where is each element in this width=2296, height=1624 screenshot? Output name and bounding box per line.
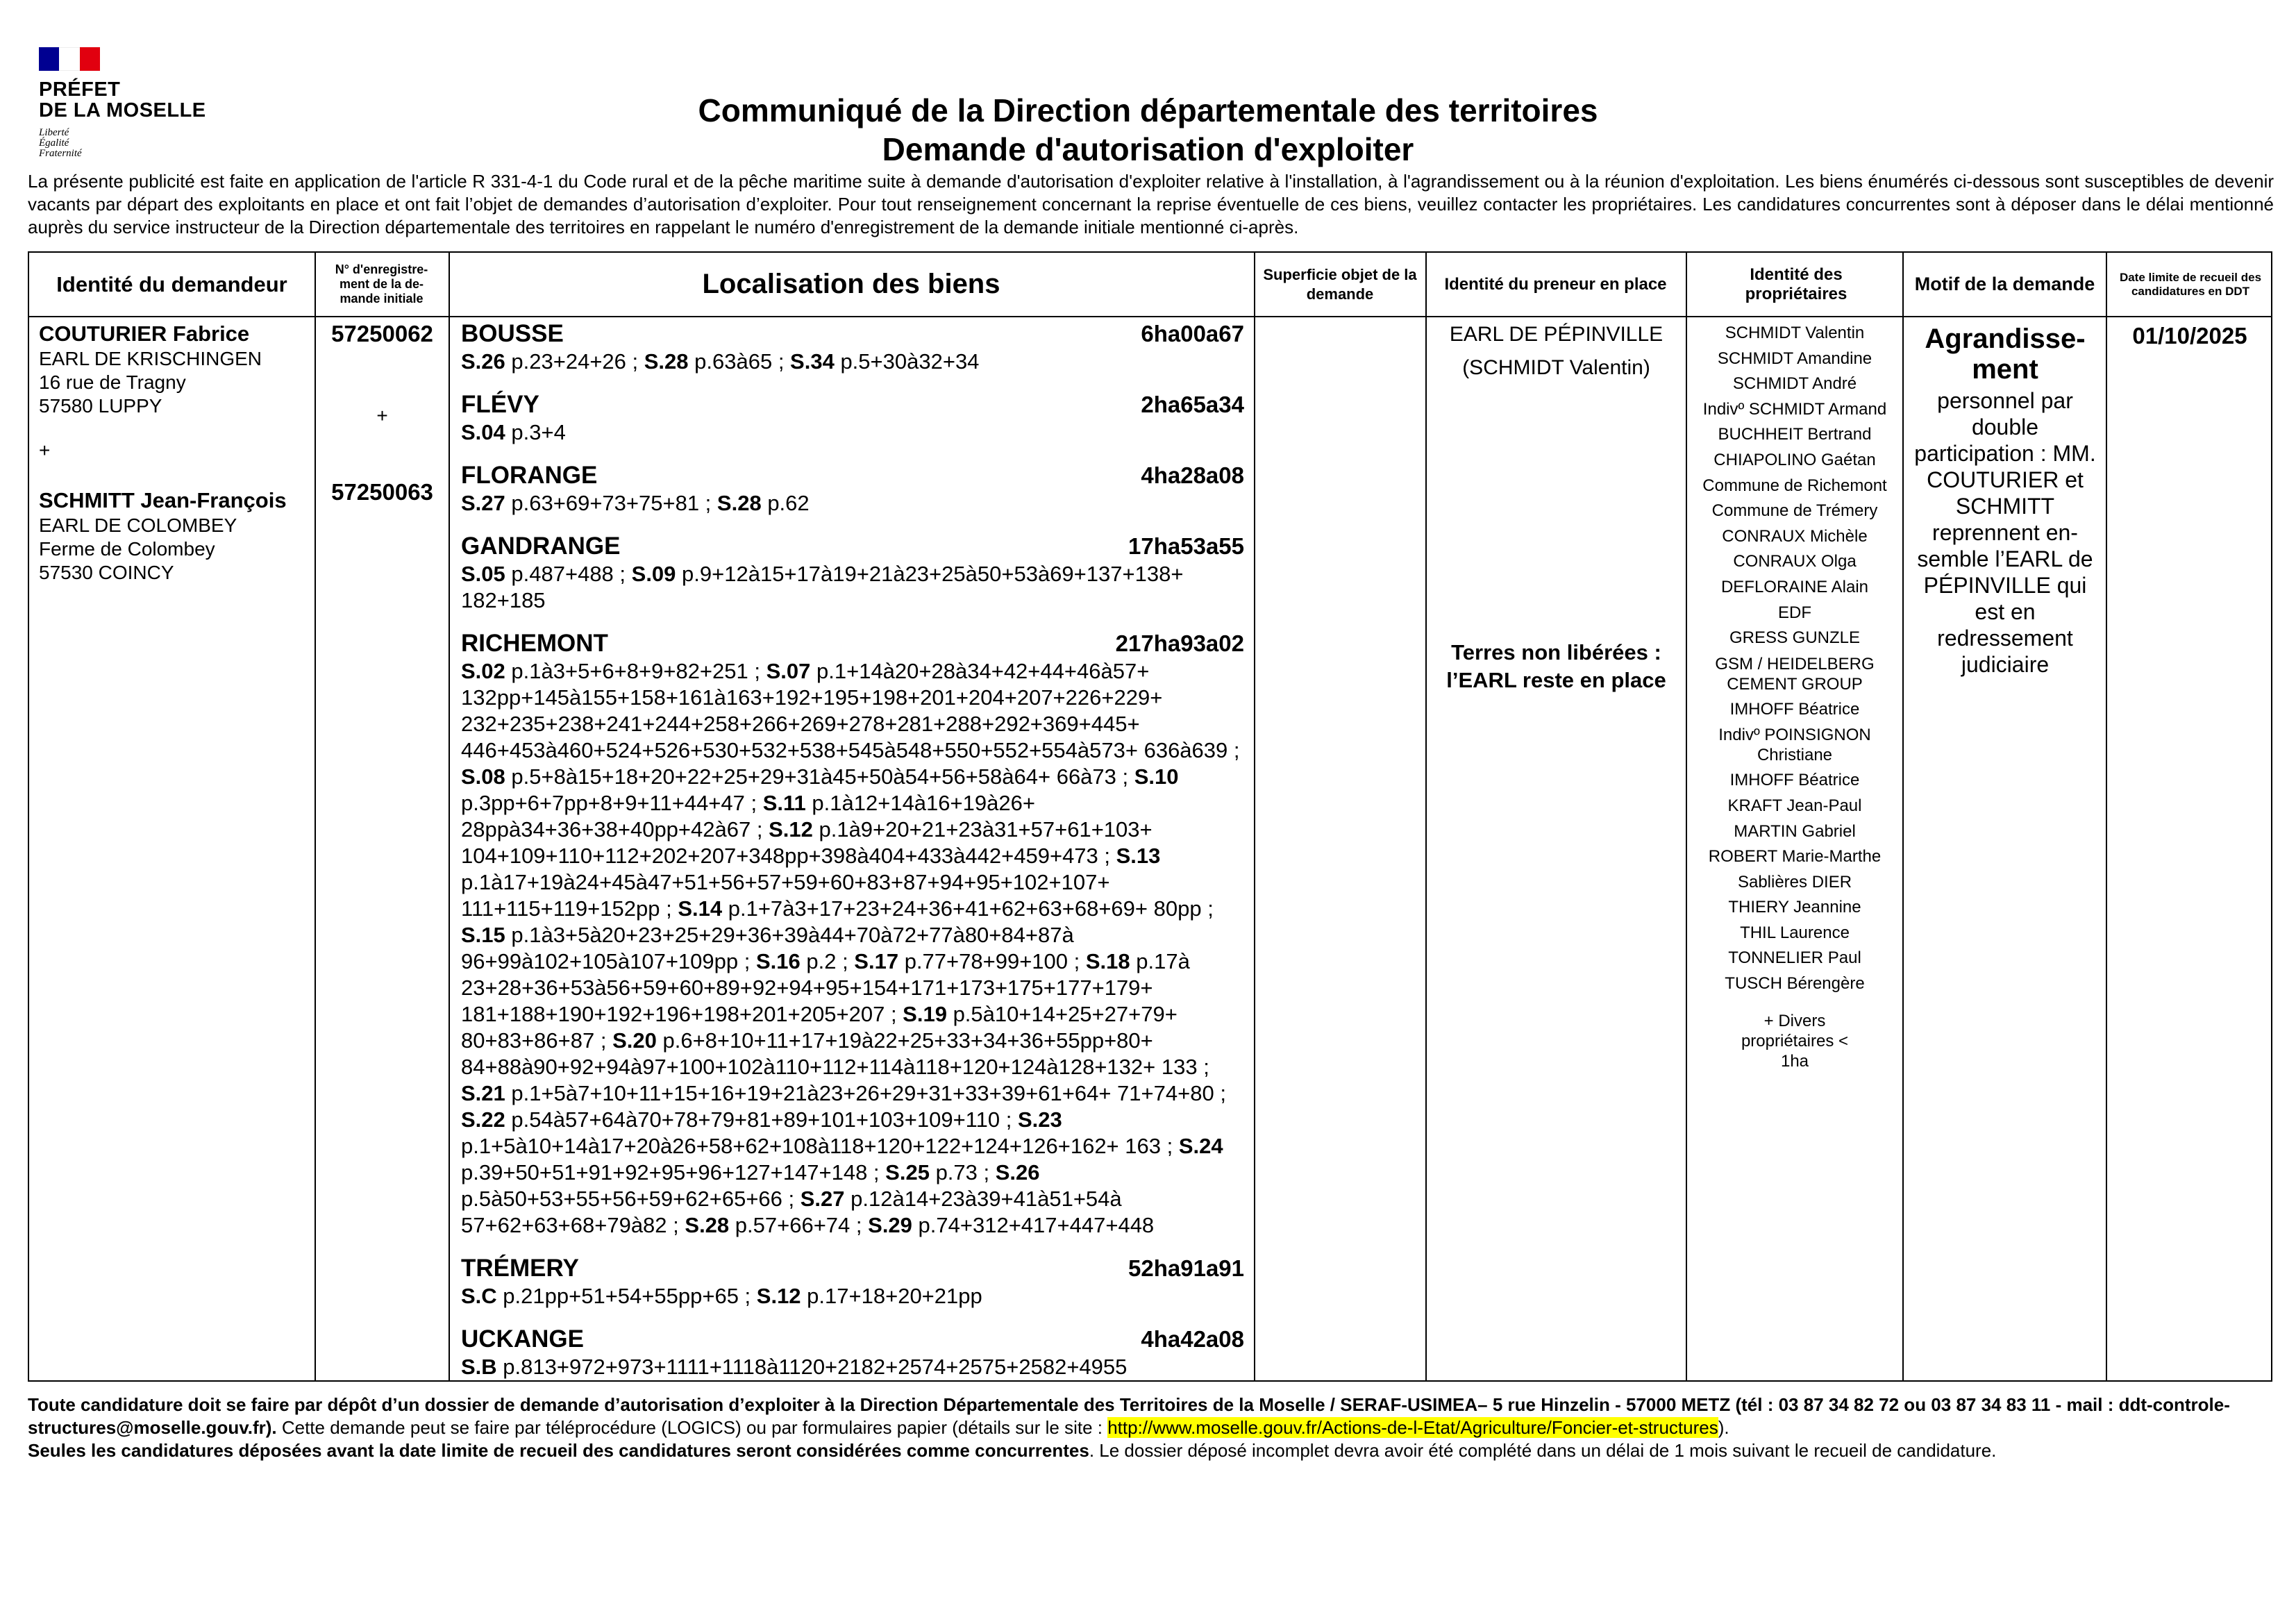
section-marker: S.07 [766,659,811,683]
section-marker: S.B [461,1355,497,1379]
section-marker: S.12 [756,1284,801,1308]
motif-title: Agrandisse-ment [1925,324,2086,385]
commune-parcelles: S.C p.21pp+51+54+55pp+65 ; S.12 p.17+18+20+21pp [461,1284,982,1308]
proprietaire-item: TONNELIER Paul [1728,948,1861,968]
commune-block [461,319,1502,375]
commune-name: RICHEMONT [461,630,608,657]
header-demandeur: Identité du demandeur [56,271,287,296]
commune-superficie: 17ha53a55 [1128,533,1244,559]
numero-2: 57250063 [331,479,433,505]
commune-block [461,1254,1502,1309]
localisation-cell [461,319,1502,1396]
section-marker: S.14 [678,896,723,921]
header-date-limite: Date limite de recueil des candidatures en DDT [2119,270,2262,298]
commune-name: UCKANGE [461,1325,584,1353]
commune-superficie: 4ha42a08 [1141,1326,1244,1352]
demand-table [28,251,2272,1382]
section-marker: S.10 [1134,764,1179,789]
section-marker: S.22 [461,1107,505,1132]
proprietaire-item: CONRAUX Olga [1733,552,1857,571]
commune-name: BOUSSE [461,320,564,347]
proprietaire-item: MARTIN Gabriel [1734,821,1856,841]
commune-block [461,629,1502,1239]
commune-superficie: 2ha65a34 [1141,392,1244,417]
proprietaire-item: KRAFT Jean-Paul [1727,796,1862,815]
section-marker: S.29 [868,1213,912,1237]
commune-superficie: 52ha91a91 [1128,1255,1244,1281]
header-numero: N° d'enregistre-ment de la de-mande initiale [335,262,428,305]
section-marker: S.12 [769,817,813,842]
commune-block [461,1325,1502,1380]
commune-block [461,532,1502,614]
proprietaire-item: IMHOFF Béatrice [1729,771,1860,790]
section-marker: S.25 [885,1160,930,1184]
proprietaire-item: SCHMIDT Amandine [1717,349,1872,368]
commune-parcelles: S.02 p.1à3+5+6+8+9+82+251 ; S.07 p.1+14à20+28à34+42+44+46à57+ 132pp+145à155+158+161à163+192+195+198+201+204+207+226+229+ 232+235+238+241+244+258+266+269+278+281+288+292+369+445+ 446+453à460+524+526+530+532+538+545à548+550+552+554à573+ 636à639 ; S.08 p.5+8à15+18+20+22+25+29+31à45+50à54+56+58à64+ 66à73 ; S.10 p.3pp+6+7pp+8+9+11+44+47 ; S.11 p.1à12+14à16+19à26+ 28ppà34+36+38+40pp+42à67 ; S.12 p.1à9+20+21+23à31+57+61+103+ 104+109+110+112+202+207+348pp+398à404+433à442+459+473 ; S.13 p.1à17+19à24+45à47+51+56+57+59+60+83+87+94+95+102+107+ 111+115+119+152pp ; S.14 p.1+7à3+17+23+24+36+41+62+63+68+69+ 80pp ; S.15 p.1à3+5à20+23+25+29+36+39à44+70à72+77à80+84+87à 96+99à102+105à107+109pp ; S.16 p.2 ; S.17 p.77+78+99+100 ; S.18 p.17à 23+28+36+53à56+59+60+89+92+94+95+154+171+173+175+177+179+ 181+188+190+192+196+198+201+205+207 ; S.19 p.5à10+14+25+27+79+ 80+83+86+87 ; S.20 p.6+8+10+11+17+19à22+25+33+34+36+55pp+80+ 84+88à90+92+94à97+100+102à110+112+114à118+120+124à128+132+ 133 ; S.21 p.1+5à7+10+11+15+16+19+21à23+26+29+31+33+39+61+64+ 71+74+80 ; S.22 p.54à57+64à70+78+79+81+89+101+103+109+110 ; S.23 p.1+5à10+14à17+20à26+58+62+108à118+120+122+124+126+162+ 163 ; S.24 p.39+50+51+91+92+95+96+127+147+148 ; S.25 p.73 ; S.26 p.5à50+53+55+56+59+62+65+66 ; S.27 p.12à14+23à39+41à51+54à 57+62+63+68+79à82 ; S.28 p.57+66+74 ; S.29 p.74+312+417+447+448 [461,659,1240,1237]
section-marker: S.28 [685,1213,730,1237]
logo-line-1: PRÉFET [39,78,121,101]
section-marker: S.21 [461,1081,505,1105]
proprietaire-item: Commune de Trémery [1711,501,1878,521]
proprietaire-item: DEFLORAINE Alain [1720,577,1869,596]
demandeur-1-name: COUTURIER Fabrice [39,321,250,346]
section-marker: S.26 [995,1160,1040,1184]
section-marker: S.17 [854,949,899,973]
section-marker: S.15 [461,923,505,947]
proprietaire-item: Indivº POINSIGNON Christiane [1718,726,1871,765]
proprietaire-item: THIL Laurence [1740,923,1850,942]
footer-link[interactable]: http://www.moselle.gouv.fr/Actions-de-l-Etat/Agriculture/Foncier-et-structures [1107,1417,1718,1438]
section-marker: S.20 [612,1028,657,1053]
commune-parcelles: S.05 p.487+488 ; S.09 p.9+12à15+17à19+21à23+25à50+53à69+137+138+ 182+185 [461,562,1184,612]
marianne-flag-icon [39,47,100,71]
preneur-note: Terres non libérées : [1451,640,1661,664]
section-marker: S.28 [644,349,689,374]
commune-superficie: 6ha00a67 [1141,321,1244,346]
proprietaire-item: CHIAPOLINO Gaétan [1713,450,1876,469]
preneur-name: EARL DE PÉPINVILLE [1449,323,1664,346]
header-superficie: Superficie objet de la demande [1263,265,1417,303]
proprietaires-extra: + Divers propriétaires < 1ha [1741,1011,1849,1071]
commune-parcelles: S.B p.813+972+973+1111+1118à1120+2182+2574+2575+2582+4955 [461,1355,1128,1379]
section-marker: S.C [461,1284,497,1308]
page-title: Communiqué de la Direction départementale des territoires [698,92,1598,128]
proprietaire-item: TUSCH Bérengère [1725,974,1865,994]
commune-name: TRÉMERY [461,1255,579,1282]
proprietaire-item: SCHMIDT André [1732,374,1857,394]
commune-name: FLORANGE [461,462,598,489]
section-marker: S.05 [461,562,505,586]
proprietaire-item: SCHMIDT Valentin [1725,324,1865,342]
proprietaire-item: ROBERT Marie-Marthe [1708,847,1882,867]
proprietaire-item: Indivº SCHMIDT Armand [1702,399,1887,419]
section-marker: S.34 [790,349,835,374]
intro-paragraph: La présente publicité est faite en application de l'article R 331-4-1 du Code rural et de la pêche maritime suite à demande d'autorisation d'exploiter relative à l'installation, à l'agrandissement ou à la réunion d'exploitation. Les biens énumérés ci-dessous sont susceptibles de devenir vacants par départ des exploitants en place et ont fait l’objet de demandes d’autorisation d’exploiter. Pour tout renseignement concernant la reprise éventuelle de ces biens, veuillez contacter les propriétaires. Les candidatures concurrentes sont à déposer dans le délai mentionné auprès du service instructeur de la Direction départementale des territoires en rappelant le numéro d'enregistrement de la demande initiale mentionné ci-après. [28,171,2274,237]
proprietaire-item: GRESS GUNZLE [1729,628,1861,648]
header-proprietaires: Identité des propriétaires [1745,265,1847,303]
proprietaire-item: EDF [1778,603,1811,622]
preneur-cell: EARL DE PÉPINVILLE (SCHMIDT Valentin) Terres non libérées : l’EARL reste en place [1427,321,1686,694]
section-marker: S.16 [755,949,801,973]
proprietaire-item: IMHOFF Béatrice [1729,699,1860,719]
motif-text: personnel par double participation : MM. COUTURIER et SCHMITT reprennent en-semble l’EARL de PÉPINVILLE qui est en redressement judiciaire [1914,388,2096,677]
commune-name: GANDRANGE [461,533,621,560]
numero-cell: 57250062 + 57250063 [316,321,449,505]
proprietaire-item: Commune de Richemont [1702,476,1887,495]
section-marker: S.27 [461,491,505,515]
section-marker: S.19 [903,1002,947,1026]
motif-cell [1912,324,2098,678]
proprietaire-item: Sablières DIER [1737,872,1852,891]
header-preneur: Identité du preneur en place [1444,274,1667,294]
footer-notice: Toute candidature doit se faire par dépôt d’un dossier de demande d’autorisation d’exploiter à la Direction Départementale des Territoires de la Moselle / SERAF-USIMEA– 5 rue Hinzelin - 57000 METZ (tél : 03 87 34 82 72 ou 03 87 34 83 11 - mail : ddt-controle-structures@moselle.gouv.fr). Cette demande peut se faire par téléprocédure (LOGICS) ou par formulaires papier (détails sur le site : http://www.moselle.gouv.fr/Actions-de-l-Etat/Agriculture/Foncier-et-structures). Seules les candidatures déposées avant la date limite de recueil des candidatures seront considérées comme concurrentes. Le dossier déposé incomplet devra avoir été complété dans un délai de 1 mois suivant le recueil de candidature. [28,1394,2230,1461]
commune-superficie: 217ha93a02 [1115,630,1244,656]
demandeur-cell: COUTURIER Fabrice EARL DE KRISCHINGEN 16 rue de Tragny 57580 LUPPY + SCHMITT Jean-François EARL DE COLOMBEY Ferme de Colombey 57530 COINCY [39,321,311,585]
proprietaire-item: BUCHHEIT Bertrand [1718,425,1872,444]
commune-parcelles: S.26 p.23+24+26 ; S.28 p.63à65 ; S.34 p.5+30à32+34 [461,349,980,374]
header-localisation: Localisation des biens [702,269,1000,299]
date-limite: 01/10/2025 [2132,323,2247,349]
commune-block [461,390,1502,446]
numero-1: 57250062 [331,321,433,346]
section-marker: S.11 [762,791,806,815]
header-motif: Motif de la demande [1914,274,2095,294]
demandeur-2-name: SCHMITT Jean-François [39,488,287,512]
section-marker: S.28 [717,491,762,515]
section-marker: S.08 [461,764,505,789]
section-marker: S.23 [1017,1107,1062,1132]
commune-parcelles: S.27 p.63+69+73+75+81 ; S.28 p.62 [461,491,810,515]
section-marker: S.24 [1178,1134,1223,1158]
section-marker: S.26 [461,349,505,374]
proprietaire-item: GSM / HEIDELBERG CEMENT GROUP [1715,654,1875,694]
section-marker: S.09 [631,562,676,586]
proprietaire-item: THIERY Jeannine [1728,898,1861,917]
commune-parcelles: S.04 p.3+4 [461,420,566,444]
section-marker: S.13 [1116,844,1161,868]
commune-name: FLÉVY [461,391,539,418]
section-marker: S.02 [461,659,505,683]
section-marker: S.18 [1085,949,1130,973]
page-subtitle: Demande d'autorisation d'exploiter [882,131,1414,167]
proprietaire-item: CONRAUX Michèle [1722,526,1868,546]
commune-block [461,461,1502,517]
commune-superficie: 4ha28a08 [1141,462,1244,488]
section-marker: S.27 [800,1187,845,1211]
proprietaires-cell [1687,321,1902,1074]
section-marker: S.04 [461,420,505,444]
logo-line-2: DE LA MOSELLE [39,99,206,122]
logo-motto: Liberté Égalité Fraternité [39,127,82,159]
